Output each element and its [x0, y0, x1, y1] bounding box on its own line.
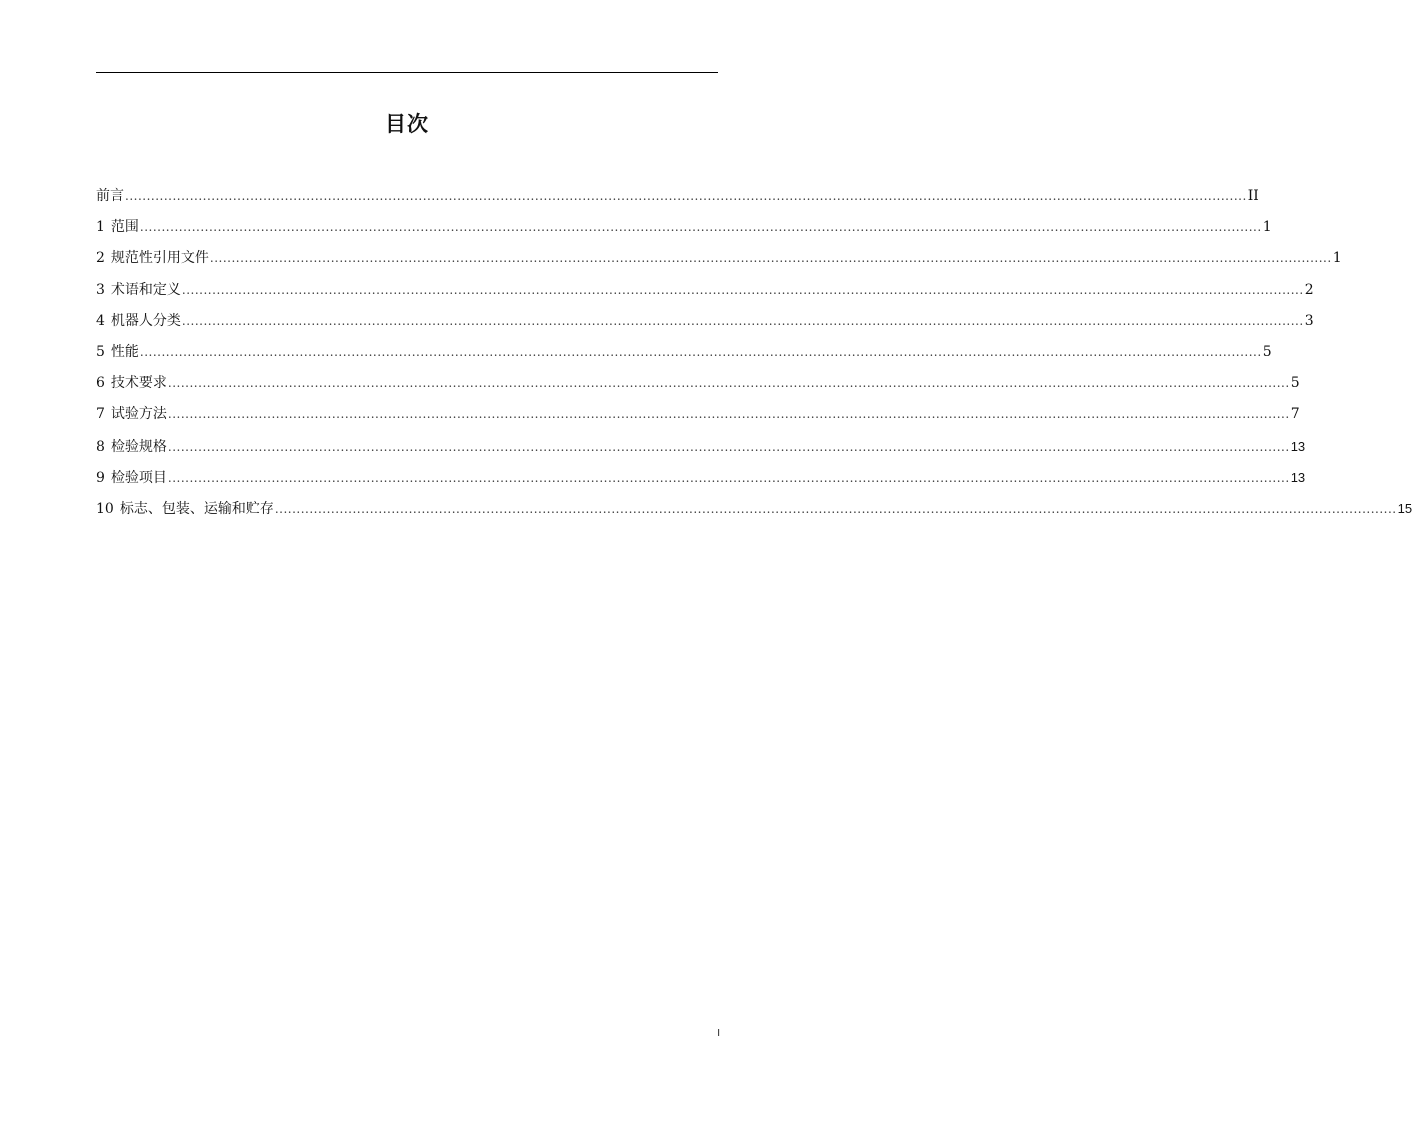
toc-page-number: 7 — [1290, 406, 1300, 423]
toc-page-number: 13 — [1290, 438, 1306, 454]
toc-entry-inspection-items[interactable] — [96, 462, 1306, 493]
toc-entry-title: 范围 — [110, 219, 139, 236]
toc-entry-normative-references[interactable] — [96, 243, 1342, 274]
toc-entry-title: 试验方法 — [110, 406, 167, 423]
toc-entry-number: 2 — [96, 250, 105, 267]
toc-dot-leader: .................................................................................................................................................................................................................................................................... — [209, 251, 1332, 266]
table-of-contents — [96, 181, 1412, 524]
toc-entry-number: 6 — [96, 375, 105, 392]
toc-page-number: 15 — [1397, 500, 1412, 516]
toc-dot-leader: .................................................................................................................................................................................................................................................................... — [181, 313, 1304, 328]
toc-entry-robot-classification[interactable] — [96, 306, 1314, 337]
toc-page-number: 13 — [1290, 469, 1306, 485]
page-number: I — [717, 1028, 720, 1039]
toc-entry-number: 4 — [96, 312, 105, 329]
toc-entry-number: 9 — [96, 469, 105, 486]
toc-page-number: II — [1247, 188, 1259, 204]
toc-dot-leader: .................................................................................................................................................................................................................................................................... — [139, 344, 1262, 359]
toc-dot-leader: .................................................................................................................................................................................................................................................................... — [125, 189, 1247, 203]
toc-entry-scope[interactable] — [96, 212, 1272, 243]
toc-entry-number: 1 — [96, 219, 105, 236]
toc-entry-number: 10 — [96, 500, 114, 517]
toc-entry-foreword[interactable] — [96, 181, 1259, 212]
toc-entry-title: 术语和定义 — [110, 281, 181, 298]
toc-entry-title: 机器人分类 — [110, 312, 181, 329]
toc-entry-number: 8 — [96, 438, 105, 455]
toc-entry-marking-packaging-transport-storage[interactable] — [96, 493, 1412, 524]
toc-page-number: 5 — [1262, 343, 1272, 360]
toc-entry-title: 检验规格 — [110, 438, 167, 455]
toc-entry-number: 7 — [96, 406, 105, 423]
toc-entry-inspection-rules[interactable] — [96, 431, 1306, 462]
toc-entry-title: 前言 — [96, 188, 124, 204]
toc-entry-title: 技术要求 — [110, 375, 167, 392]
toc-dot-leader: .................................................................................................................................................................................................................................................................... — [167, 470, 1290, 485]
toc-entry-number: 3 — [96, 281, 105, 298]
toc-dot-leader: .................................................................................................................................................................................................................................................................... — [167, 376, 1290, 391]
toc-entry-performance[interactable] — [96, 337, 1272, 368]
page-title: 目次 — [385, 112, 429, 136]
toc-dot-leader: .................................................................................................................................................................................................................................................................... — [181, 282, 1304, 297]
toc-page-number: 3 — [1304, 312, 1314, 329]
toc-entry-title: 标志、包装、运输和贮存 — [119, 500, 274, 517]
toc-page-number: 1 — [1332, 250, 1342, 267]
toc-entry-terms-definitions[interactable] — [96, 275, 1314, 306]
toc-entry-title: 规范性引用文件 — [110, 250, 209, 267]
toc-dot-leader: .................................................................................................................................................................................................................................................................... — [274, 501, 1397, 516]
toc-entry-title: 性能 — [110, 343, 139, 360]
toc-page-number: 1 — [1262, 219, 1272, 236]
toc-entry-number: 5 — [96, 343, 105, 360]
toc-page-number: 2 — [1304, 281, 1314, 298]
toc-entry-technical-requirements[interactable] — [96, 368, 1300, 399]
toc-dot-leader: .................................................................................................................................................................................................................................................................... — [167, 439, 1290, 454]
toc-dot-leader: .................................................................................................................................................................................................................................................................... — [139, 220, 1262, 235]
toc-page-number: 5 — [1290, 375, 1300, 392]
header-rule — [96, 72, 718, 73]
toc-entry-title: 检验项目 — [110, 469, 167, 486]
toc-entry-test-methods[interactable] — [96, 399, 1300, 430]
toc-dot-leader: .................................................................................................................................................................................................................................................................... — [167, 407, 1290, 422]
